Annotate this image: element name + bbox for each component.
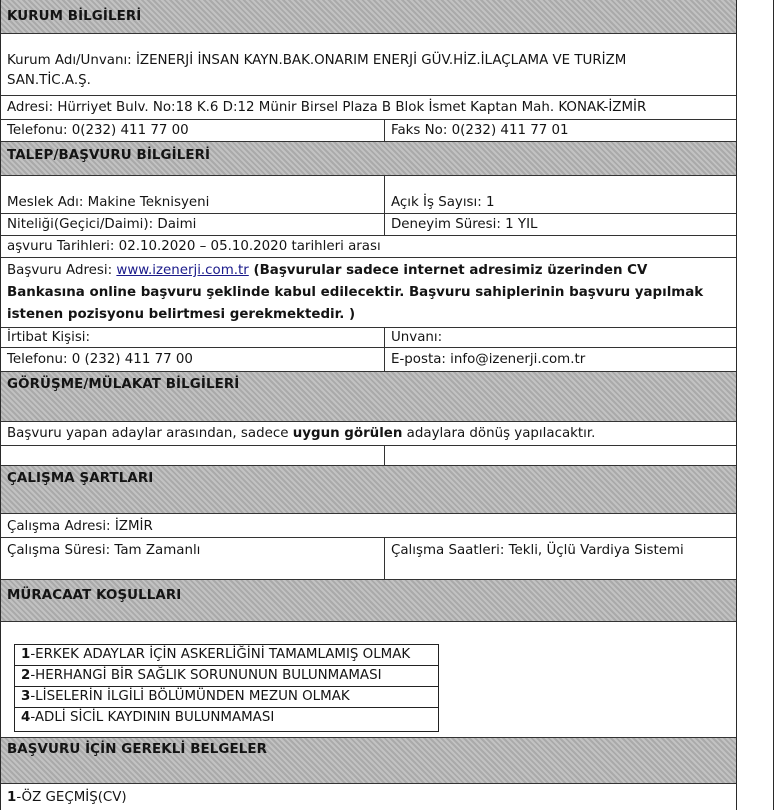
- talep-eposta: E-posta: info@izenerji.com.tr: [384, 348, 585, 371]
- list-item: [15, 645, 438, 666]
- talep-telefon: Telefonu: 0 (232) 411 77 00: [7, 352, 193, 367]
- gorusme-text-c: adaylara dönüş yapılacaktır.: [402, 426, 596, 441]
- basvuru-adresi-label: Başvuru Adresi:: [7, 263, 117, 278]
- irtibat-kisisi: İrtibat Kişisi:: [7, 330, 91, 345]
- unvani: Unvanı:: [384, 328, 442, 347]
- gorusme-text: [1, 422, 736, 446]
- section-header-talep: TALEP/BAŞVURU BİLGİLERİ: [1, 142, 736, 176]
- meslek-adi: Meslek Adı: Makine Teknisyeni: [7, 195, 210, 210]
- kurum-telefon: Telefonu: 0(232) 411 77 00: [7, 123, 189, 138]
- kurum-adi-row: [1, 34, 736, 96]
- basvuru-adresi-link[interactable]: www.izenerji.com.tr: [116, 263, 249, 278]
- basvuru-adresi-note: (Başvurular sadece internet adresimiz üzerinden CV Bankasına online başvuru şeklinde kabul edilecektir. Başvuru sahiplerinin başvuru yapılmak istenen pozisyonu belirtmesi gerekmektedir. ): [7, 263, 704, 322]
- deneyim-suresi: Deneyim Süresi: 1 YIL: [384, 214, 538, 235]
- acik-is-sayisi: Açık İş Sayısı: 1: [384, 176, 495, 213]
- right-border: [736, 0, 737, 810]
- gorusme-text-a: Başvuru yapan adaylar arasından, sadece: [7, 426, 293, 441]
- kurum-adi-line1: Kurum Adı/Unvanı: İZENERJİ İNSAN KAYN.BAK.ONARIM ENERJİ GÜV.HİZ.İLAÇLAMA VE TURİZM: [7, 53, 627, 68]
- item-text: -HERHANGİ BİR SAĞLIK SORUNUNUN BULUNMAMASI: [30, 668, 382, 683]
- section-header-muracaat: MÜRACAAT KOŞULLARI: [1, 580, 736, 622]
- kurum-adres-row: Adresi: Hürriyet Bulv. No:18 K.6 D:12 Münir Birsel Plaza B Blok İsmet Kaptan Mah. KONAK-İZMİR: [1, 96, 736, 120]
- list-item: [15, 666, 438, 687]
- irtibat-row: [1, 328, 736, 348]
- list-item: [15, 708, 438, 729]
- item-text: -ADLİ SİCİL KAYDININ BULUNMAMASI: [30, 710, 275, 725]
- kurum-adi-line2: SAN.TİC.A.Ş.: [7, 73, 91, 88]
- item-number: 4: [21, 710, 31, 725]
- kurum-faks: Faks No: 0(232) 411 77 01: [384, 120, 569, 141]
- talep-contact-row: [1, 348, 736, 372]
- section-header-belgeler: BAŞVURU İÇİN GEREKLİ BELGELER: [1, 738, 736, 784]
- section-header-gorusme: GÖRÜŞME/MÜLAKAT BİLGİLERİ: [1, 372, 736, 422]
- section-header-calisma: ÇALIŞMA ŞARTLARI: [1, 466, 736, 514]
- calisma-saatleri: Çalışma Saatleri: Tekli, Üçlü Vardiya Sistemi: [384, 538, 684, 579]
- gorusme-text-bold: uygun görülen: [292, 426, 403, 441]
- muracaat-list: [14, 644, 439, 732]
- niteligi: Niteliği(Geçici/Daimi): Daimi: [7, 217, 197, 232]
- calisma-sure-row: [1, 538, 736, 580]
- talep-nitelik-row: [1, 214, 736, 236]
- item-text: -ERKEK ADAYLAR İÇİN ASKERLİĞİNİ TAMAMLAMIŞ OLMAK: [30, 647, 411, 662]
- basvuru-tarihleri: aşvuru Tarihleri: 02.10.2020 – 05.10.2020 tarihleri arası: [1, 236, 736, 258]
- kurum-contact-row: [1, 120, 736, 142]
- item-number: 1: [7, 790, 17, 805]
- item-text: -ÖZ GEÇMİŞ(CV): [16, 790, 127, 805]
- gorusme-empty-row: [1, 446, 736, 466]
- item-number: 2: [21, 668, 31, 683]
- calisma-adresi: Çalışma Adresi: İZMİR: [1, 514, 736, 538]
- list-item: [15, 687, 438, 708]
- calisma-suresi: Çalışma Süresi: Tam Zamanlı: [7, 543, 201, 558]
- item-text: -LİSELERİN İLGİLİ BÖLÜMÜNDEN MEZUN OLMAK: [30, 689, 350, 704]
- item-number: 3: [21, 689, 31, 704]
- talep-meslek-row: [1, 176, 736, 214]
- belgeler-item-1: [1, 784, 736, 810]
- section-header-kurum: KURUM BİLGİLERİ: [1, 0, 736, 34]
- item-number: 1: [21, 647, 31, 662]
- basvuru-adresi-row: [1, 258, 736, 328]
- gorusme-empty-cell: [384, 446, 391, 465]
